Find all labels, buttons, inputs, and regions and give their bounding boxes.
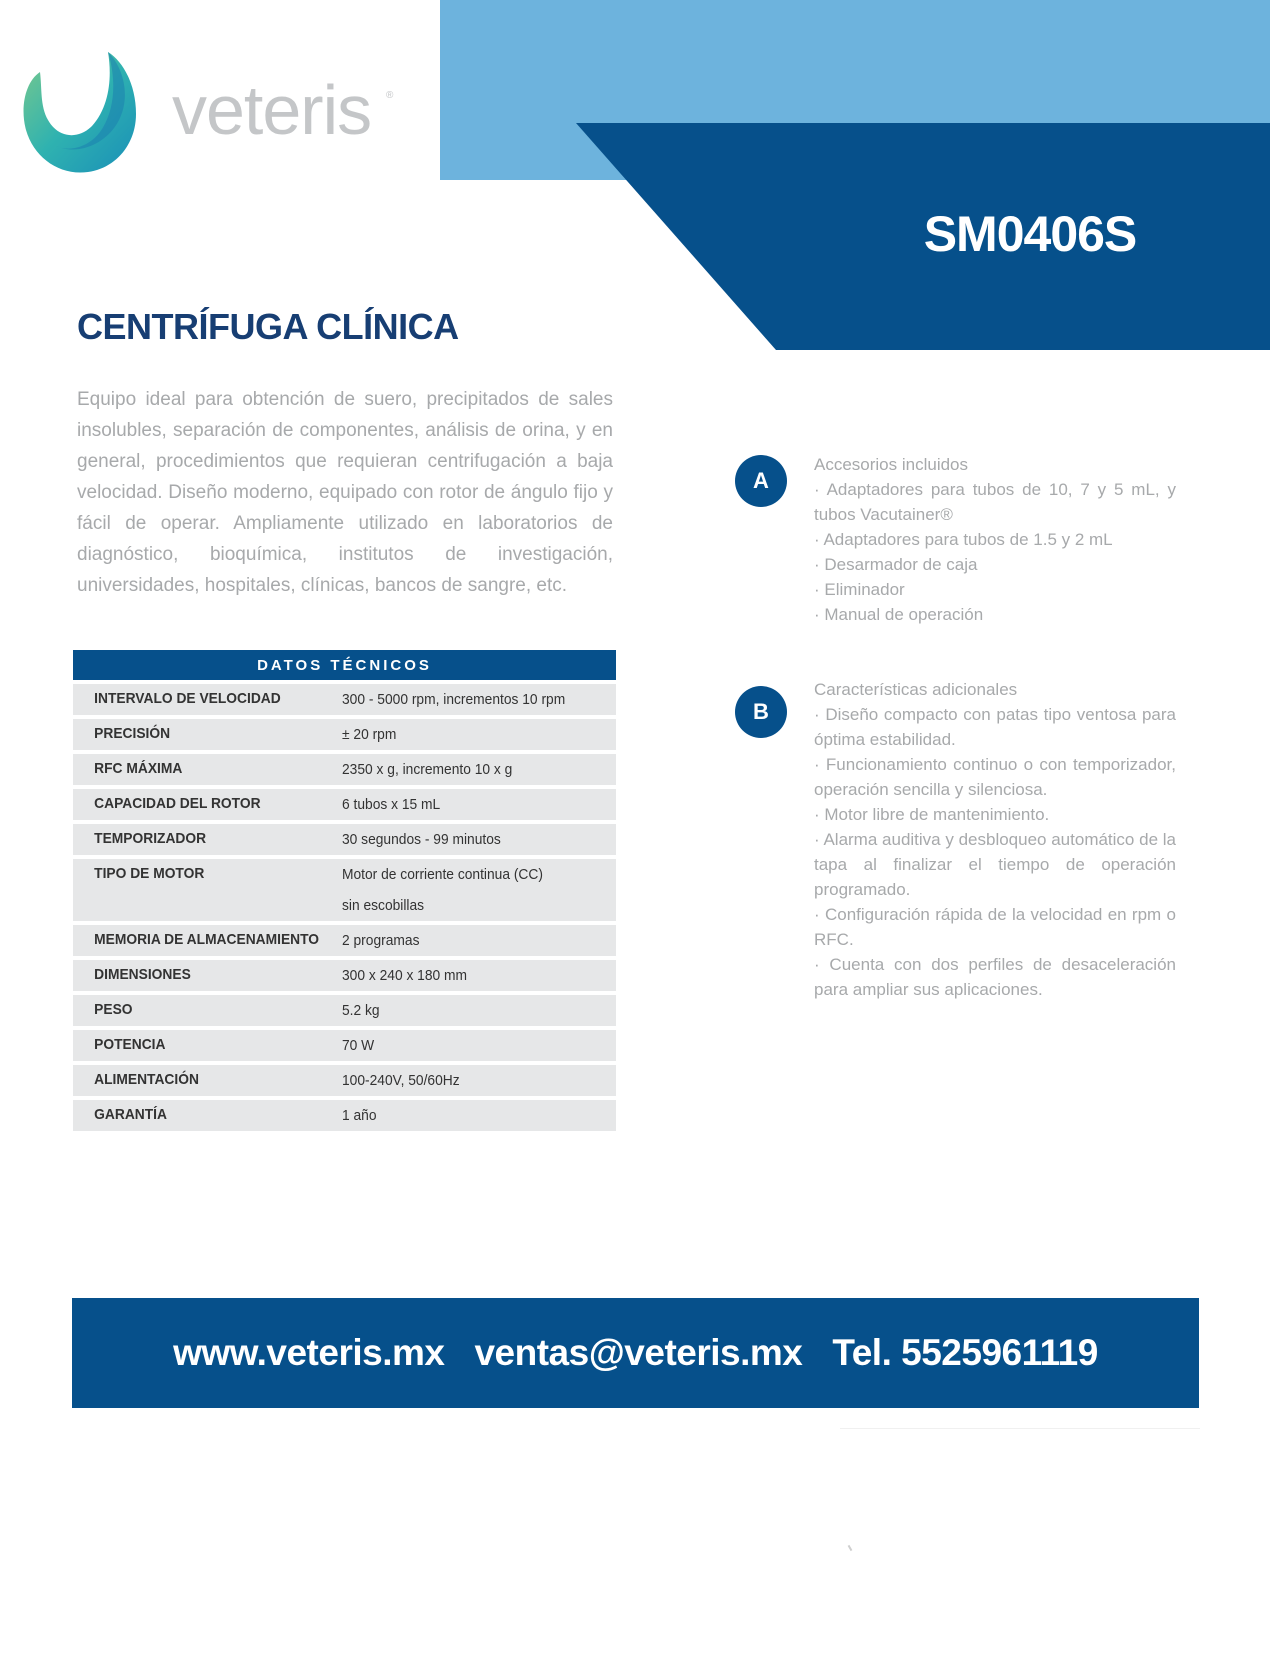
list-item: · Alarma auditiva y desbloqueo automático de la tapa al finalizar el tiempo de operación programado. (814, 830, 1176, 899)
accessories-heading: Accesorios incluidos (814, 455, 969, 474)
spec-row (73, 789, 616, 820)
spec-label: MEMORIA DE ALMACENAMIENTO (94, 931, 320, 948)
spec-row (73, 925, 616, 956)
registered-mark: ® (386, 90, 394, 101)
list-item: · Adaptadores para tubos de 1.5 y 2 mL (814, 530, 1113, 549)
spec-row (73, 1065, 616, 1096)
list-item: · Adaptadores para tubos de 10, 7 y 5 mL, y tubos Vacutainer® (814, 480, 1176, 524)
spec-label: TEMPORIZADOR (94, 830, 207, 847)
spec-label: RFC MÁXIMA (94, 760, 183, 777)
spec-value: 2 programas (342, 932, 420, 949)
spec-value: 2350 x g, incremento 10 x g (342, 761, 513, 778)
accessories-section (814, 452, 1176, 627)
spec-table (73, 650, 616, 1135)
spec-label: POTENCIA (94, 1036, 166, 1053)
spec-label: TIPO DE MOTOR (94, 865, 205, 882)
model-code: SM0406S (923, 206, 1137, 262)
header-banner-dark (0, 0, 1270, 350)
spec-value: 70 W (342, 1037, 375, 1054)
spec-value: 300 - 5000 rpm, incrementos 10 rpm (342, 691, 566, 708)
spec-label: ALIMENTACIÓN (94, 1071, 199, 1088)
spec-row (73, 960, 616, 991)
list-item: · Funcionamiento continuo o con temporizador, operación sencilla y silenciosa. (814, 755, 1176, 799)
spec-value: 5.2 kg (342, 1002, 380, 1019)
list-item: · Eliminador (814, 580, 905, 599)
spec-value-line: sin escobillas (342, 897, 425, 914)
section-a-badge: A (735, 455, 787, 507)
features-section (814, 677, 1176, 1002)
spec-row (73, 824, 616, 855)
veteris-logo-icon (20, 48, 140, 178)
spec-value: 30 segundos - 99 minutos (342, 831, 501, 848)
list-item: · Configuración rápida de la velocidad en rpm o RFC. (814, 905, 1176, 949)
spec-label: CAPACIDAD DEL ROTOR (94, 795, 261, 812)
list-item: · Desarmador de caja (814, 555, 978, 574)
spec-table-header: DATOS TÉCNICOS (73, 650, 616, 680)
spec-row (73, 1030, 616, 1061)
spec-row (73, 859, 616, 921)
spec-label: DIMENSIONES (94, 966, 191, 983)
features-heading: Características adicionales (814, 680, 1018, 699)
spec-value: ± 20 rpm (342, 726, 397, 743)
spec-value (342, 859, 594, 921)
spec-row (73, 719, 616, 750)
divider (840, 1428, 1200, 1429)
spec-value: 300 x 240 x 180 mm (342, 967, 468, 984)
brand-name: veteris (172, 71, 372, 149)
spec-row (73, 754, 616, 785)
section-b-badge: B (735, 686, 787, 738)
spec-value: 100-240V, 50/60Hz (342, 1072, 460, 1089)
list-item: · Motor libre de mantenimiento. (814, 805, 1050, 824)
spec-value: 6 tubos x 15 mL (342, 796, 441, 813)
page-title: CENTRÍFUGA CLÍNICA (77, 306, 459, 347)
spec-row (73, 684, 616, 715)
spec-row (73, 1100, 616, 1131)
spec-label: INTERVALO DE VELOCIDAD (94, 690, 281, 707)
website-link[interactable]: www.veteris.mx (173, 1332, 445, 1373)
list-item: · Manual de operación (814, 605, 984, 624)
email-link[interactable]: ventas@veteris.mx (474, 1332, 803, 1373)
stray-mark (848, 1545, 853, 1551)
product-description: Equipo ideal para obtención de suero, precipitados de sales insolubles, separación de componentes, análisis de orina, y en general, procedimientos que requieran centrifugación a baja velocidad. Diseño moderno, equipado con rotor de ángulo fijo y fácil de operar. Ampliamente utilizado en laboratorios de diagnóstico, bioquímica, institutos de investigación, universidades, hospitales, clínicas, bancos de sangre, etc. (77, 389, 613, 596)
list-item: · Cuenta con dos perfiles de desaceleración para ampliar sus aplicaciones. (814, 955, 1176, 999)
spec-label: PRECISIÓN (94, 725, 171, 742)
spec-label: PESO (94, 1001, 133, 1018)
spec-value-line: Motor de corriente continua (CC) (342, 866, 543, 883)
phone-number[interactable]: Tel. 5525961119 (832, 1332, 1098, 1373)
list-item: · Diseño compacto con patas tipo ventosa para óptima estabilidad. (814, 705, 1176, 749)
spec-row (73, 995, 616, 1026)
contact-footer (72, 1298, 1199, 1408)
spec-value: 1 año (342, 1107, 377, 1124)
spec-label: GARANTÍA (94, 1106, 167, 1123)
